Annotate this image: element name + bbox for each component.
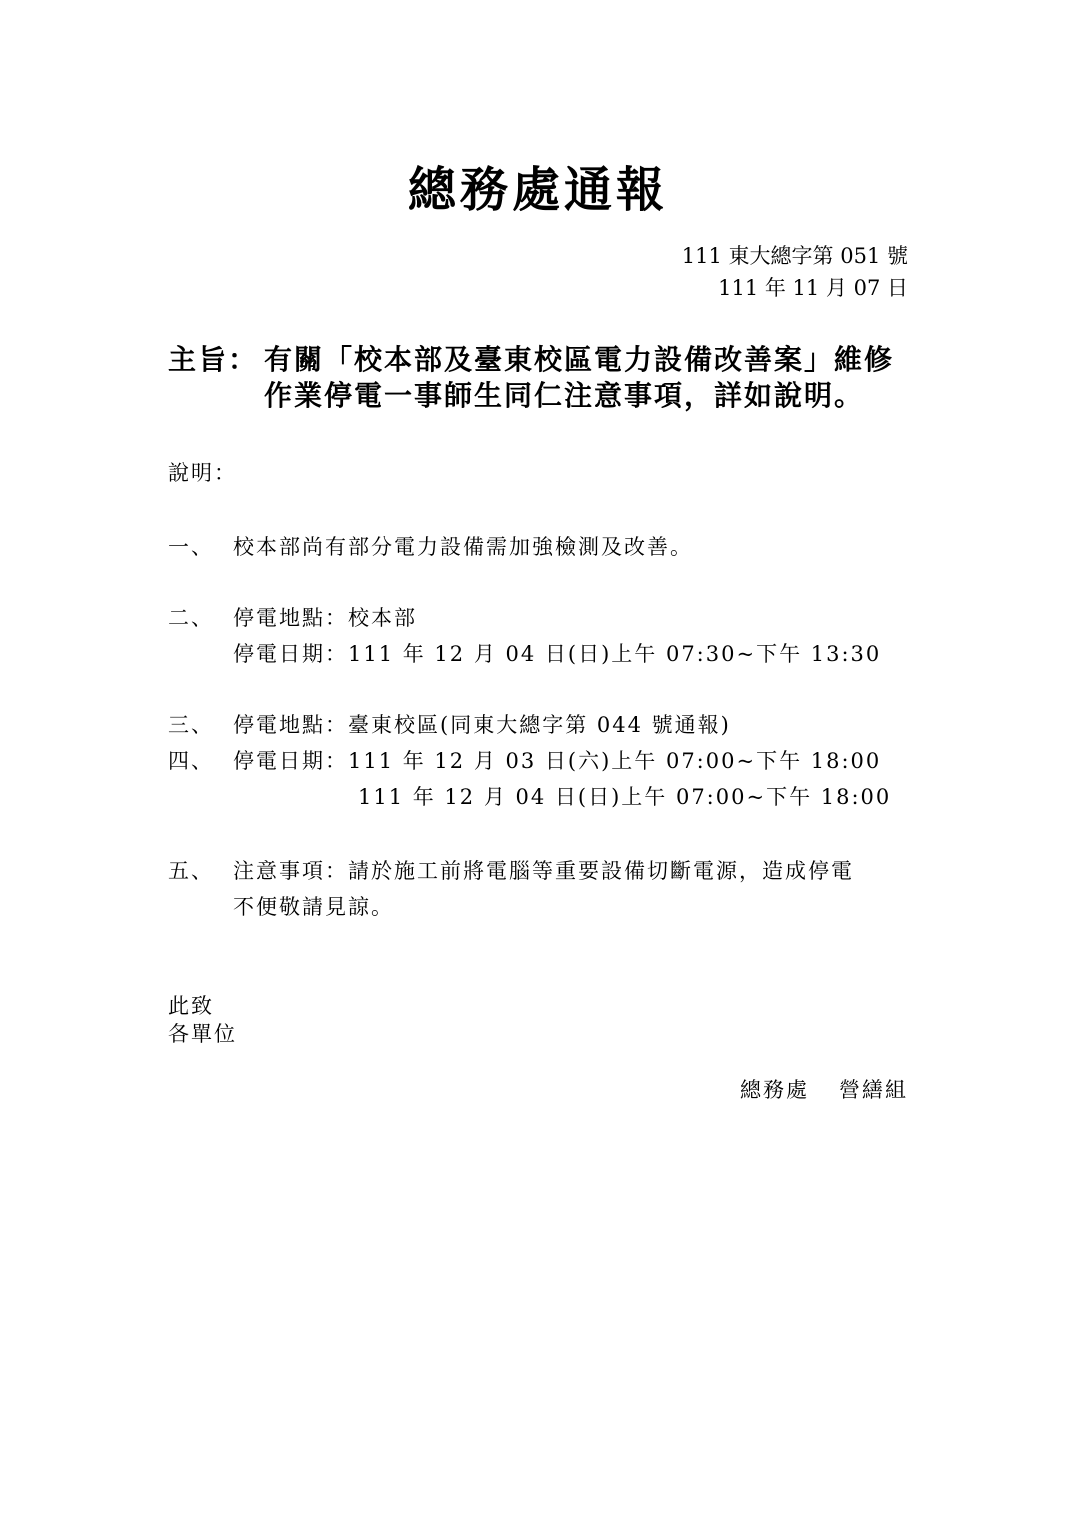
signature-office: 總務處	[740, 1078, 809, 1102]
closing-line: 此致	[168, 994, 214, 1018]
signature	[740, 1074, 908, 1106]
document-title: 總務處通報	[407, 162, 668, 218]
list-item	[168, 743, 913, 815]
list-item	[168, 600, 913, 672]
item-number: 四、	[168, 749, 214, 773]
explain-label: 說明：	[168, 461, 237, 485]
doc-date: 111 年 11 月 07 日	[718, 276, 908, 300]
item-line: 停電日期：111 年 12 月 03 日(六)上午 07:00~下午 18:00	[233, 749, 882, 773]
closing	[168, 992, 237, 1048]
item-number: 二、	[168, 606, 214, 630]
doc-number: 111 東大總字第 051 號	[681, 244, 908, 268]
item-number: 一、	[168, 535, 214, 559]
item-line: 111 年 12 月 04 日(日)上午 07:00~下午 18:00	[358, 785, 892, 809]
item-line: 停電地點：校本部	[233, 606, 417, 630]
item-line: 注意事項：請於施工前將電腦等重要設備切斷電源，造成停電	[233, 859, 854, 883]
item-number: 三、	[168, 713, 214, 737]
subject-text: 有關「校本部及臺東校區電力設備改善案」維修作業停電一事師生同仁注意事項，詳如說明。	[264, 343, 895, 412]
item-line: 停電地點：臺東校區(同東大總字第 044 號通報)	[233, 713, 731, 737]
list-item	[168, 529, 913, 565]
subject-label: 主旨：	[168, 343, 259, 376]
document-reference	[682, 240, 908, 304]
item-line: 不便敬請見諒。	[233, 895, 394, 919]
list-item	[168, 707, 913, 743]
list-item	[168, 853, 913, 925]
signature-unit: 營繕組	[839, 1078, 908, 1102]
recipient-line: 各單位	[168, 1022, 237, 1046]
item-line: 校本部尚有部分電力設備需加強檢測及改善。	[233, 535, 693, 559]
subject-block	[168, 342, 913, 414]
item-number: 五、	[168, 859, 214, 883]
item-line: 停電日期：111 年 12 月 04 日(日)上午 07:30~下午 13:30	[233, 642, 882, 666]
